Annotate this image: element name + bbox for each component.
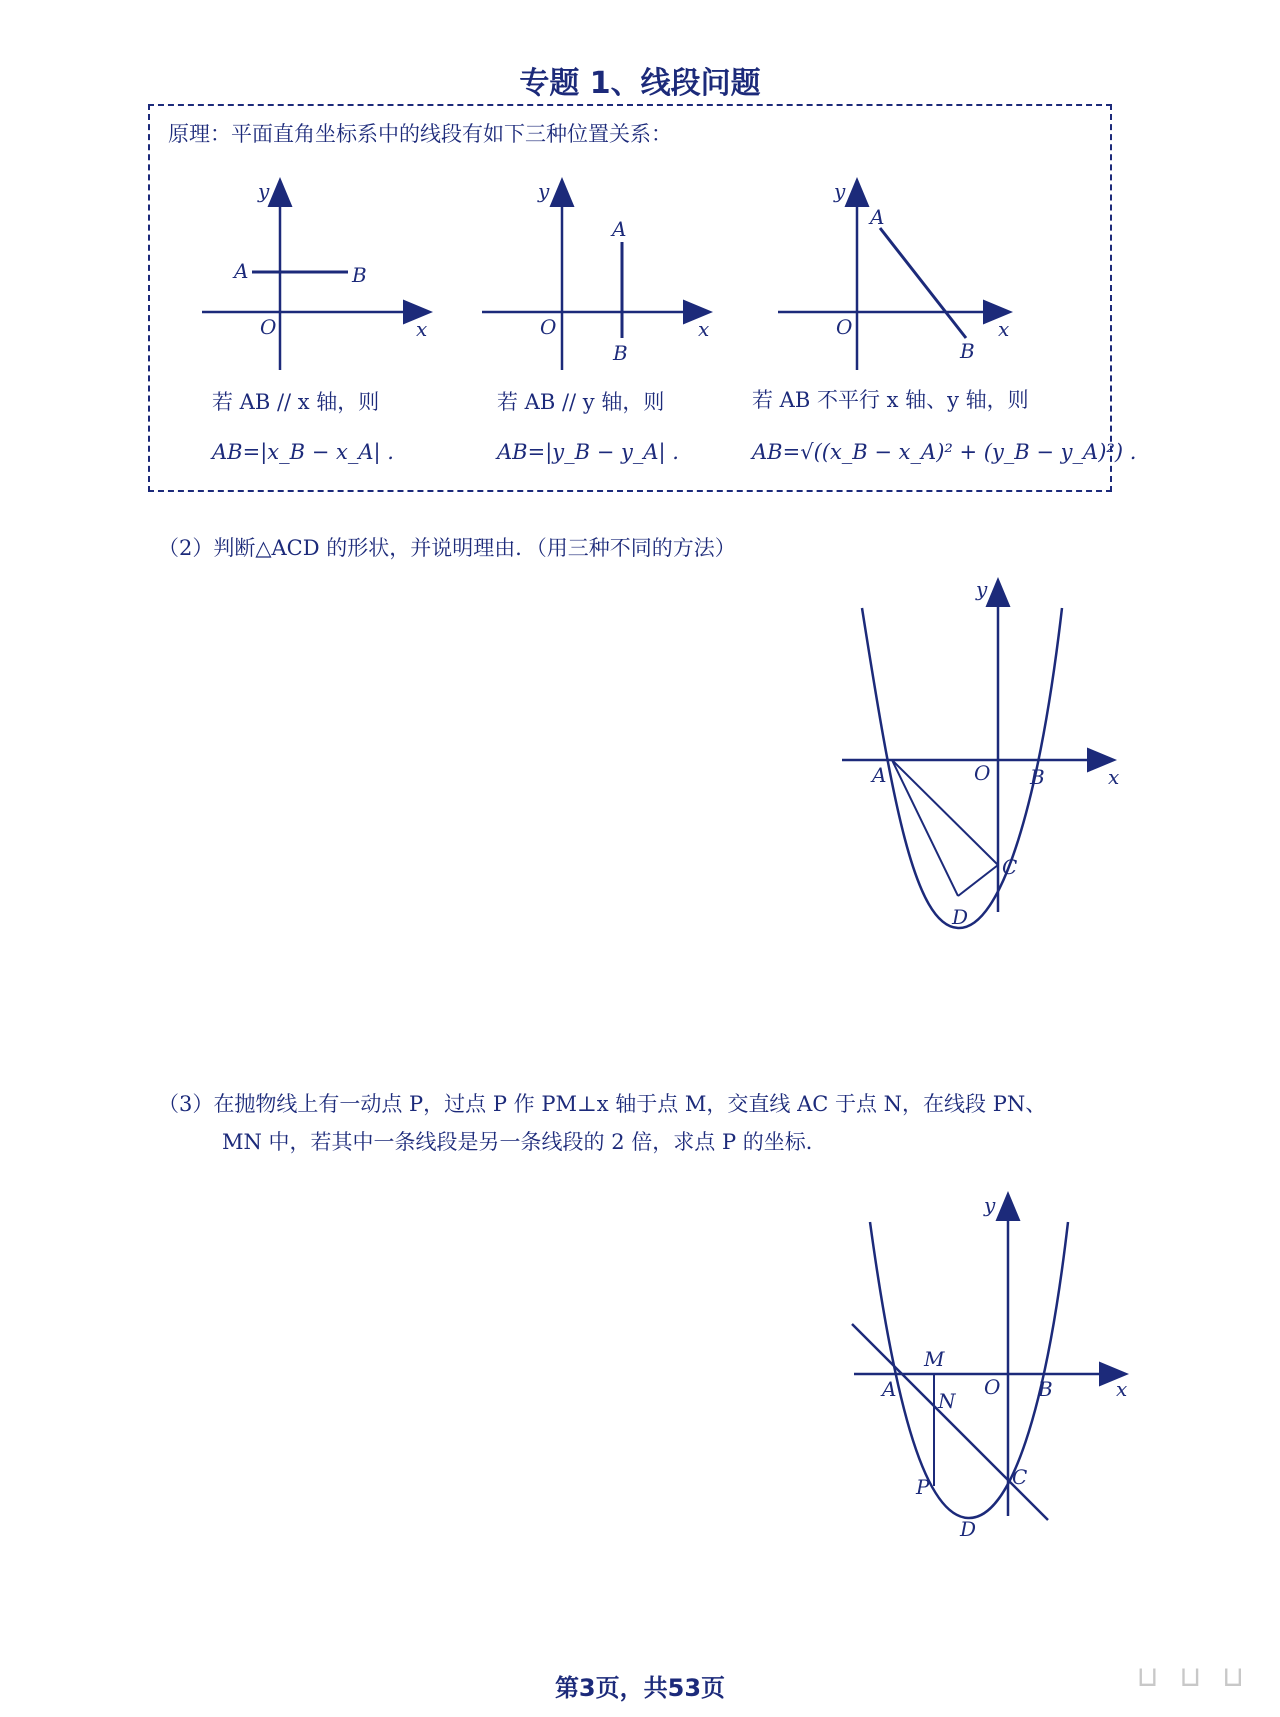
label-a: A — [612, 217, 627, 241]
label-y: y — [984, 1193, 996, 1217]
label-x: x — [416, 317, 428, 341]
label-p: P — [916, 1475, 930, 1499]
label-y: y — [976, 577, 988, 601]
question-3-line2: MN 中，若其中一条线段是另一条线段的 2 倍，求点 P 的坐标． — [222, 1130, 827, 1154]
label-x: x — [698, 317, 710, 341]
case3-formula: AB=√((x_B − x_A)² + (y_B − y_A)²) . — [752, 440, 1137, 464]
label-d: D — [960, 1517, 977, 1541]
label-a: A — [882, 1377, 897, 1401]
label-b: B — [1030, 765, 1045, 789]
diagram-parallel-x — [190, 170, 450, 380]
label-y: y — [538, 179, 550, 203]
label-c: C — [1002, 855, 1018, 879]
figure-question-3 — [840, 1186, 1140, 1546]
label-a: A — [872, 763, 887, 787]
label-o: O — [974, 761, 991, 785]
label-o: O — [984, 1375, 1001, 1399]
question-3-line1: （3）在抛物线上有一动点 P，过点 P 作 PM⊥x 轴于点 M，交直线 AC 于点 N，在线段 PN、 — [158, 1092, 1047, 1116]
label-n: N — [938, 1389, 956, 1413]
page-footer: 第3页，共53页 — [554, 1674, 726, 1702]
case2-formula: AB=|y_B − y_A| . — [497, 440, 679, 464]
case3-caption: 若 AB 不平行 x 轴、y 轴，则 — [752, 388, 1029, 412]
question-2: （2）判断△ACD 的形状，并说明理由．（用三种不同的方法） — [158, 536, 736, 560]
case1-formula: AB=|x_B − x_A| . — [212, 440, 394, 464]
label-o: O — [836, 315, 853, 339]
label-b: B — [352, 263, 367, 287]
page-title: 专题 1、线段问题 — [519, 66, 761, 101]
label-x: x — [998, 317, 1010, 341]
diagram-oblique — [770, 170, 1030, 380]
figure-question-2 — [830, 572, 1130, 942]
label-m: M — [924, 1347, 945, 1371]
label-x: x — [1108, 765, 1120, 789]
label-d: D — [952, 905, 969, 929]
label-a: A — [234, 259, 249, 283]
principle-text: 原理：平面直角坐标系中的线段有如下三种位置关系： — [168, 122, 672, 146]
case1-caption: 若 AB // x 轴，则 — [212, 390, 380, 414]
label-b: B — [1038, 1377, 1053, 1401]
label-a: A — [870, 205, 885, 229]
label-y: y — [258, 179, 270, 203]
label-c: C — [1012, 1465, 1028, 1489]
label-x: x — [1116, 1377, 1128, 1401]
label-b: B — [960, 339, 975, 363]
toolbar-icons: ⊔ ⊔ ⊔ — [1136, 1660, 1250, 1693]
label-o: O — [540, 315, 557, 339]
label-o: O — [260, 315, 277, 339]
label-y: y — [834, 179, 846, 203]
diagram-parallel-y — [470, 170, 730, 380]
case2-caption: 若 AB // y 轴，则 — [497, 390, 665, 414]
label-b: B — [613, 341, 628, 365]
